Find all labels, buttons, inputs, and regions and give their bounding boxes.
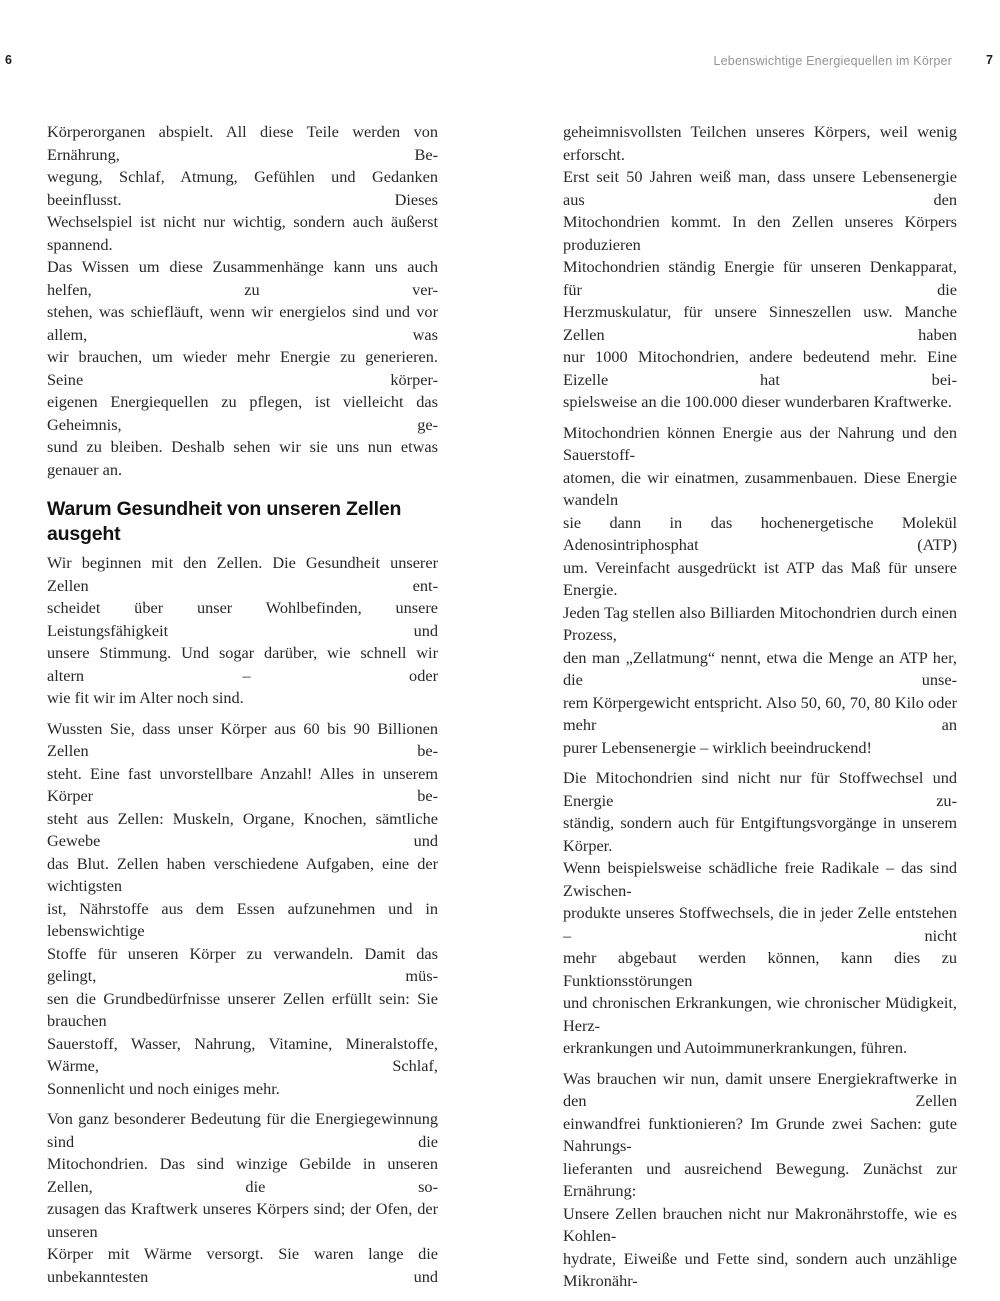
paragraph xyxy=(563,121,957,414)
text-line: sen die Grundbedürfnisse unserer Zellen erfüllt sein: Sie brauchen xyxy=(47,988,438,1030)
text-line: scheidet über unser Wohlbefinden, unsere Leistungsfähigkeit und xyxy=(47,598,438,640)
paragraph xyxy=(563,767,957,1060)
text-line: unsere Stimmung. Und sogar darüber, wie schnell wir altern – oder xyxy=(47,643,438,685)
text-line: Stoffe für unseren Körper zu verwandeln. Damit das gelingt, müs- xyxy=(47,943,438,985)
text-line: steht aus Zellen: Muskeln, Organe, Knochen, sämtliche Gewebe und xyxy=(47,808,438,850)
text-line: Herzmuskulatur, für unsere Sinneszellen usw. Manche Zellen haben xyxy=(563,302,957,344)
text-line: Jeden Tag stellen also Billiarden Mitochondrien durch einen Prozess, xyxy=(563,602,957,644)
paragraph xyxy=(47,718,438,1101)
text-line: Mitochondrien ständig Energie für unseren Denkapparat, für die xyxy=(563,257,957,299)
text-line: zusagen das Kraftwerk unseres Körpers sind; der Ofen, der unseren xyxy=(47,1199,438,1241)
text-line: Erst seit 50 Jahren weiß man, dass unsere Lebensenergie aus den xyxy=(563,167,957,209)
text-line: Die Mitochondrien sind nicht nur für Stoffwechsel und Energie zu- xyxy=(563,768,957,810)
running-head: Lebenswichtige Energiequellen im Körper xyxy=(713,54,952,68)
text-line: hydrate, Eiweiße und Fette sind, sondern auch unzählige Mikronähr- xyxy=(563,1248,957,1290)
text-line: Wechselspiel ist nicht nur wichtig, sondern auch äußerst spannend. xyxy=(47,212,438,254)
text-line: den man „Zellatmung“ nennt, etwa die Menge an ATP her, die unse- xyxy=(563,647,957,689)
text-line: ist, Nährstoffe aus dem Essen aufzunehmen und in lebenswichtige xyxy=(47,898,438,940)
text-line: Mitochondrien kommt. In den Zellen unseres Körpers produzieren xyxy=(563,212,957,254)
text-line: rem Körpergewicht entspricht. Also 50, 60, 70, 80 Kilo oder mehr an xyxy=(563,692,957,734)
text-line: Das Wissen um diese Zusammenhänge kann uns auch helfen, zu ver- xyxy=(47,257,438,299)
text-line: stehen, was schiefläuft, wenn wir energielos sind und vor allem, was xyxy=(47,302,438,344)
text-line: atomen, die wir einatmen, zusammenbauen. Diese Energie wandeln xyxy=(563,467,957,509)
text-line: mehr abgebaut werden können, kann dies zu Funktionsstörungen xyxy=(563,948,957,990)
text-line: ständig, sondern auch für Entgiftungsvorgänge in unserem Körper. xyxy=(563,813,957,855)
text-line: wegung, Schlaf, Atmung, Gefühlen und Gedanken beeinflusst. Dieses xyxy=(47,167,438,209)
page-number-left: 6 xyxy=(5,53,12,67)
paragraph xyxy=(563,422,957,760)
text-line: steht. Eine fast unvorstellbare Anzahl! Alles in unserem Körper be- xyxy=(47,763,438,805)
text-line: und chronischen Erkrankungen, wie chronischer Müdigkeit, Herz- xyxy=(563,993,957,1035)
page-number-right: 7 xyxy=(986,53,993,67)
text-line: Wussten Sie, dass unser Körper aus 60 bis 90 Billionen Zellen be- xyxy=(47,718,438,760)
text-line: Was brauchen wir nun, damit unsere Energiekraftwerke in den Zellen xyxy=(563,1068,957,1110)
text-line: nur 1000 Mitochondrien, andere bedeutend mehr. Eine Eizelle hat bei- xyxy=(563,347,957,389)
text-line: Von ganz besonderer Bedeutung für die Energiegewinnung sind die xyxy=(47,1109,438,1151)
text-line: Wir beginnen mit den Zellen. Die Gesundheit unserer Zellen ent- xyxy=(47,553,438,595)
text-line: eigenen Energiequellen zu pflegen, ist vielleicht das Geheimnis, ge- xyxy=(47,392,438,434)
section-heading: Warum Gesundheit von unseren Zellen ausgeht xyxy=(47,498,402,545)
paragraph xyxy=(47,121,438,481)
text-line: Mitochondrien können Energie aus der Nahrung und den Sauerstoff- xyxy=(563,422,957,464)
text-line: lieferanten und ausreichend Bewegung. Zunächst zur Ernährung: xyxy=(563,1158,957,1200)
text-line: purer Lebensenergie – wirklich beeindruckend! xyxy=(563,737,872,757)
text-line: Körper mit Wärme versorgt. Sie waren lange die unbekanntesten und xyxy=(47,1244,438,1286)
text-line: einwandfrei funktionieren? Im Grunde zwei Sachen: gute Nahrungs- xyxy=(563,1113,957,1155)
text-line: produkte unseres Stoffwechsels, die in jeder Zelle entstehen – nicht xyxy=(563,903,957,945)
paragraph xyxy=(563,1068,957,1293)
right-page-text-column xyxy=(563,121,957,1301)
text-line: Mitochondrien. Das sind winzige Gebilde in unseren Zellen, die so- xyxy=(47,1154,438,1196)
left-page-text-column xyxy=(47,121,438,1296)
text-line: spielsweise an die 100.000 dieser wunderbaren Kraftwerke. xyxy=(563,392,952,411)
paragraph xyxy=(47,1108,438,1288)
text-line: wir brauchen, um wieder mehr Energie zu generieren. Seine körper- xyxy=(47,347,438,389)
text-line: Unsere Zellen brauchen nicht nur Makronährstoffe, wie es Kohlen- xyxy=(563,1203,957,1245)
text-line: wie fit wir im Alter noch sind. xyxy=(47,688,244,707)
text-line: Wenn beispielsweise schädliche freie Radikale – das sind Zwischen- xyxy=(563,858,957,900)
paragraph xyxy=(47,552,438,710)
text-line: um. Vereinfacht ausgedrückt ist ATP das Maß für unsere Energie. xyxy=(563,557,957,599)
text-line: Sonnenlicht und noch einiges mehr. xyxy=(47,1078,280,1098)
text-line: erkrankungen und Autoimmunerkrankungen, führen. xyxy=(563,1038,908,1057)
text-line: Sauerstoff, Wasser, Nahrung, Vitamine, Mineralstoffe, Wärme, Schlaf, xyxy=(47,1033,438,1075)
text-line: Körperorganen abspielt. All diese Teile werden von Ernährung, Be- xyxy=(47,122,438,164)
text-line: sund zu bleiben. Deshalb sehen wir sie uns nun etwas genauer an. xyxy=(47,437,438,479)
text-line: sie dann in das hochenergetische Molekül Adenosintriphosphat (ATP) xyxy=(563,512,957,554)
text-line: das Blut. Zellen haben verschiedene Aufgaben, eine der wichtigsten xyxy=(47,853,438,895)
text-line: geheimnisvollsten Teilchen unseres Körpers, weil wenig erforscht. xyxy=(563,122,957,164)
